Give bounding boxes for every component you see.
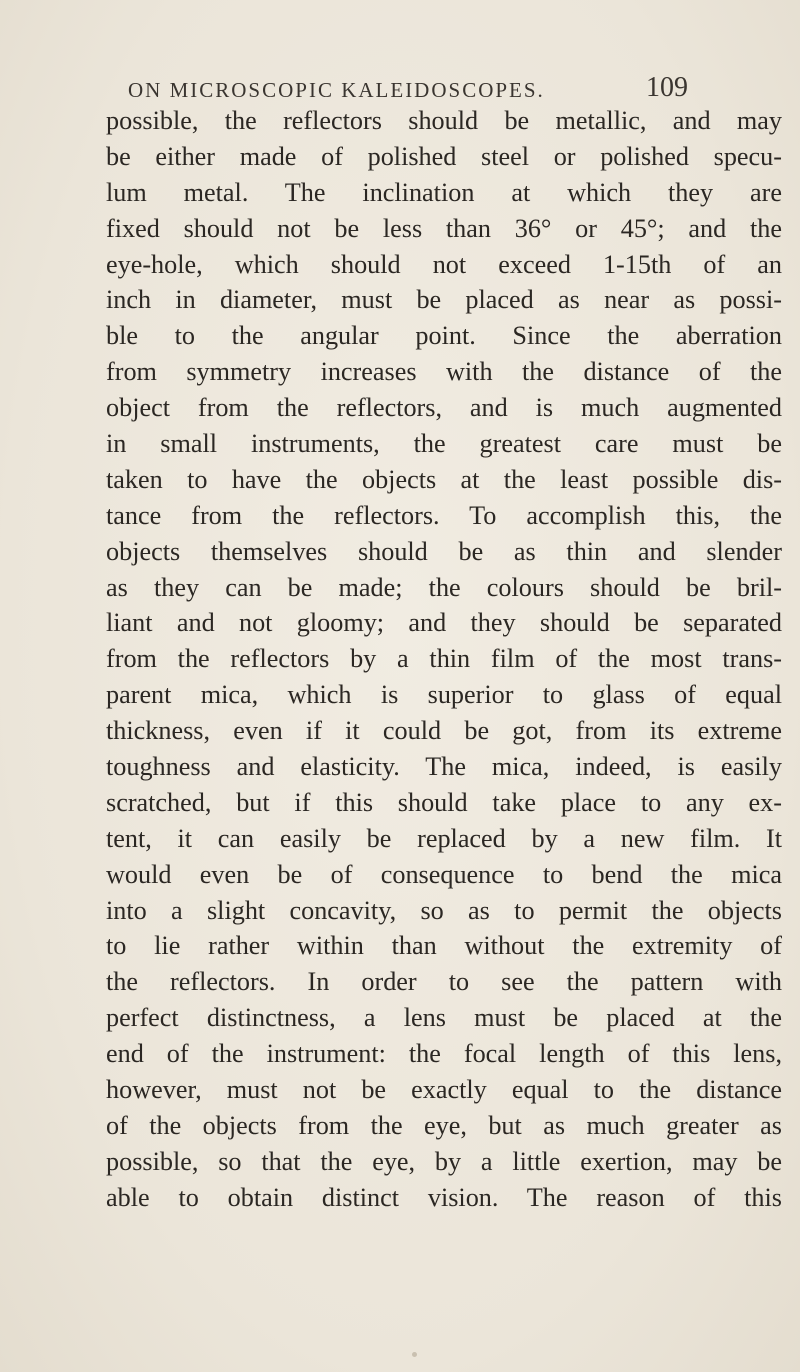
text-line: would even be of consequence to bend the mica xyxy=(106,859,782,889)
text-line: into a slight concavity, so as to permit the objects xyxy=(106,895,782,925)
text-line: to lie rather within than without the extremity of xyxy=(106,931,782,961)
text-line: in small instruments, the greatest care must be xyxy=(106,429,782,459)
text-line: from symmetry increases with the distance of the xyxy=(106,357,782,387)
text-line: of the objects from the eye, but as much greater as xyxy=(106,1110,782,1140)
text-line: object from the reflectors, and is much augmented xyxy=(106,393,782,423)
text-line: toughness and elasticity. The mica, indeed, is easily xyxy=(106,752,782,782)
page-number: 109 xyxy=(646,72,688,103)
text-line: possible, so that the eye, by a little exertion, may be xyxy=(106,1146,782,1176)
text-line: the reflectors. In order to see the pattern with xyxy=(106,967,782,997)
text-line: thickness, even if it could be got, from its extreme xyxy=(106,716,782,746)
text-line: tent, it can easily be replaced by a new film. It xyxy=(106,823,782,853)
text-line: from the reflectors by a thin film of the most trans- xyxy=(106,644,782,674)
text-line: be either made of polished steel or polished specu- xyxy=(106,141,782,171)
text-line: objects themselves should be as thin and slender xyxy=(106,536,782,566)
text-line: as they can be made; the colours should be bril- xyxy=(106,572,782,602)
text-line: able to obtain distinct vision. The reason of this xyxy=(106,1182,782,1212)
text-line: however, must not be exactly equal to the distance xyxy=(106,1075,782,1105)
paper-speck xyxy=(412,1352,417,1357)
text-line: taken to have the objects at the least possible dis- xyxy=(106,464,782,494)
text-line: liant and not gloomy; and they should be separated xyxy=(106,608,782,638)
text-line: eye-hole, which should not exceed 1-15th of an xyxy=(106,249,782,279)
text-line: end of the instrument: the focal length of this lens, xyxy=(106,1039,782,1069)
text-line: inch in diameter, must be placed as near as possi- xyxy=(106,285,782,315)
text-line: tance from the reflectors. To accomplish this, the xyxy=(106,500,782,530)
text-line: possible, the reflectors should be metallic, and may xyxy=(106,106,782,135)
text-line: ble to the angular point. Since the aberration xyxy=(106,321,782,351)
text-line: parent mica, which is superior to glass of equal xyxy=(106,680,782,710)
body-text xyxy=(106,103,782,1216)
text-line: perfect distinctness, a lens must be placed at the xyxy=(106,1003,782,1033)
running-head: ON MICROSCOPIC KALEIDOSCOPES. xyxy=(128,78,545,102)
text-line: fixed should not be less than 36° or 45°; and the xyxy=(106,213,782,243)
text-line: scratched, but if this should take place to any ex- xyxy=(106,787,782,817)
text-line: lum metal. The inclination at which they are xyxy=(106,177,782,207)
